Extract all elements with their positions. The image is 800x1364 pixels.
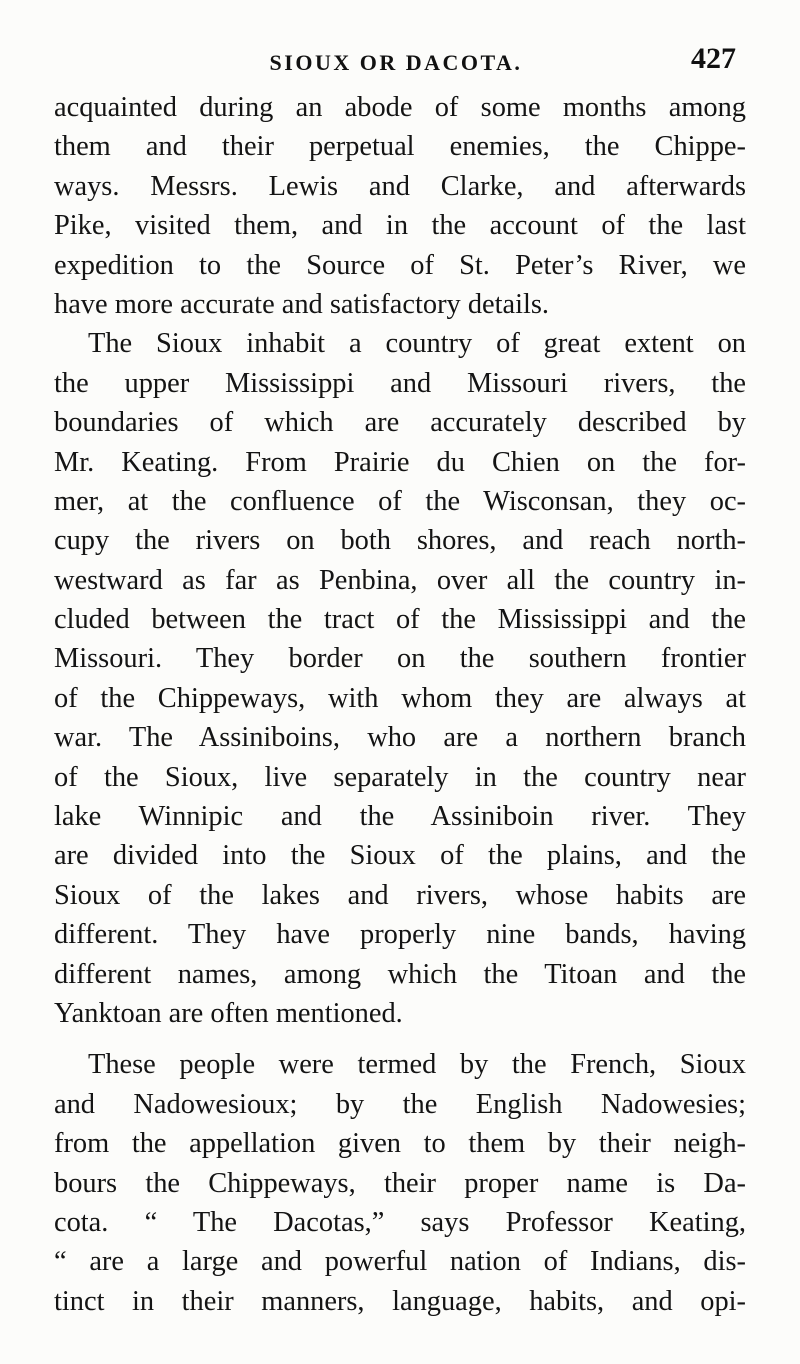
text-line: These people were termed by the French, Sioux [88,1049,746,1081]
page-number: 427 [691,42,736,75]
text-line: cupy the rivers on both shores, and reach north- [54,525,746,557]
text-line: westward as far as Penbina, over all the country in- [54,564,746,596]
text-line: of the Sioux, live separately in the country near [54,761,746,793]
running-head [56,40,736,84]
text-line: The Sioux inhabit a country of great extent on [88,328,746,360]
text-line: war. The Assiniboins, who are a northern branch [54,722,746,754]
text-line: from the appellation given to them by their neigh- [54,1128,746,1160]
text-line: of the Chippeways, with whom they are always at [54,682,746,714]
text-line: “ are a large and powerful nation of Indians, dis- [54,1246,746,1278]
text-line: boundaries of which are accurately described by [54,407,746,439]
text-line: bours the Chippeways, their proper name is Da- [54,1167,746,1199]
text-line: tinct in their manners, language, habits, and opi- [54,1285,746,1317]
body-text [54,88,746,1321]
text-line: Yanktoan are often mentioned. [54,997,403,1029]
text-line: different. They have properly nine bands, having [54,919,746,951]
text-line: Missouri. They border on the southern frontier [54,643,746,675]
text-line: lake Winnipic and the Assiniboin river. They [54,801,746,833]
text-line: are divided into the Sioux of the plains, and the [54,840,746,872]
text-line: different names, among which the Titoan and the [54,958,746,990]
paragraph-2 [54,324,746,1033]
text-line: and Nadowesioux; by the English Nadowesies; [54,1088,746,1120]
text-line: have more accurate and satisfactory details. [54,288,550,320]
text-line: cota. “ The Dacotas,” says Professor Keating, [54,1206,746,1238]
text-line: acquainted during an abode of some months among [54,92,746,123]
text-line: the upper Mississippi and Missouri rivers, the [54,367,746,399]
text-line: ways. Messrs. Lewis and Clarke, and afterwards [54,170,746,202]
paragraph-3 [54,1045,746,1321]
text-line: Pike, visited them, and in the account of the last [54,210,746,242]
text-line: cluded between the tract of the Mississippi and the [54,604,746,636]
text-line: mer, at the confluence of the Wisconsan, they oc- [54,485,746,517]
text-line: Sioux of the lakes and rivers, whose habits are [54,879,746,911]
text-line: Mr. Keating. From Prairie du Chien on the for- [54,446,746,478]
text-line: them and their perpetual enemies, the Chippe- [54,131,746,163]
paragraph-1 [54,88,746,324]
text-line: expedition to the Source of St. Peter’s River, we [54,249,746,281]
running-title: SIOUX OR DACOTA. [269,50,523,75]
paragraph-gap [54,1033,746,1045]
